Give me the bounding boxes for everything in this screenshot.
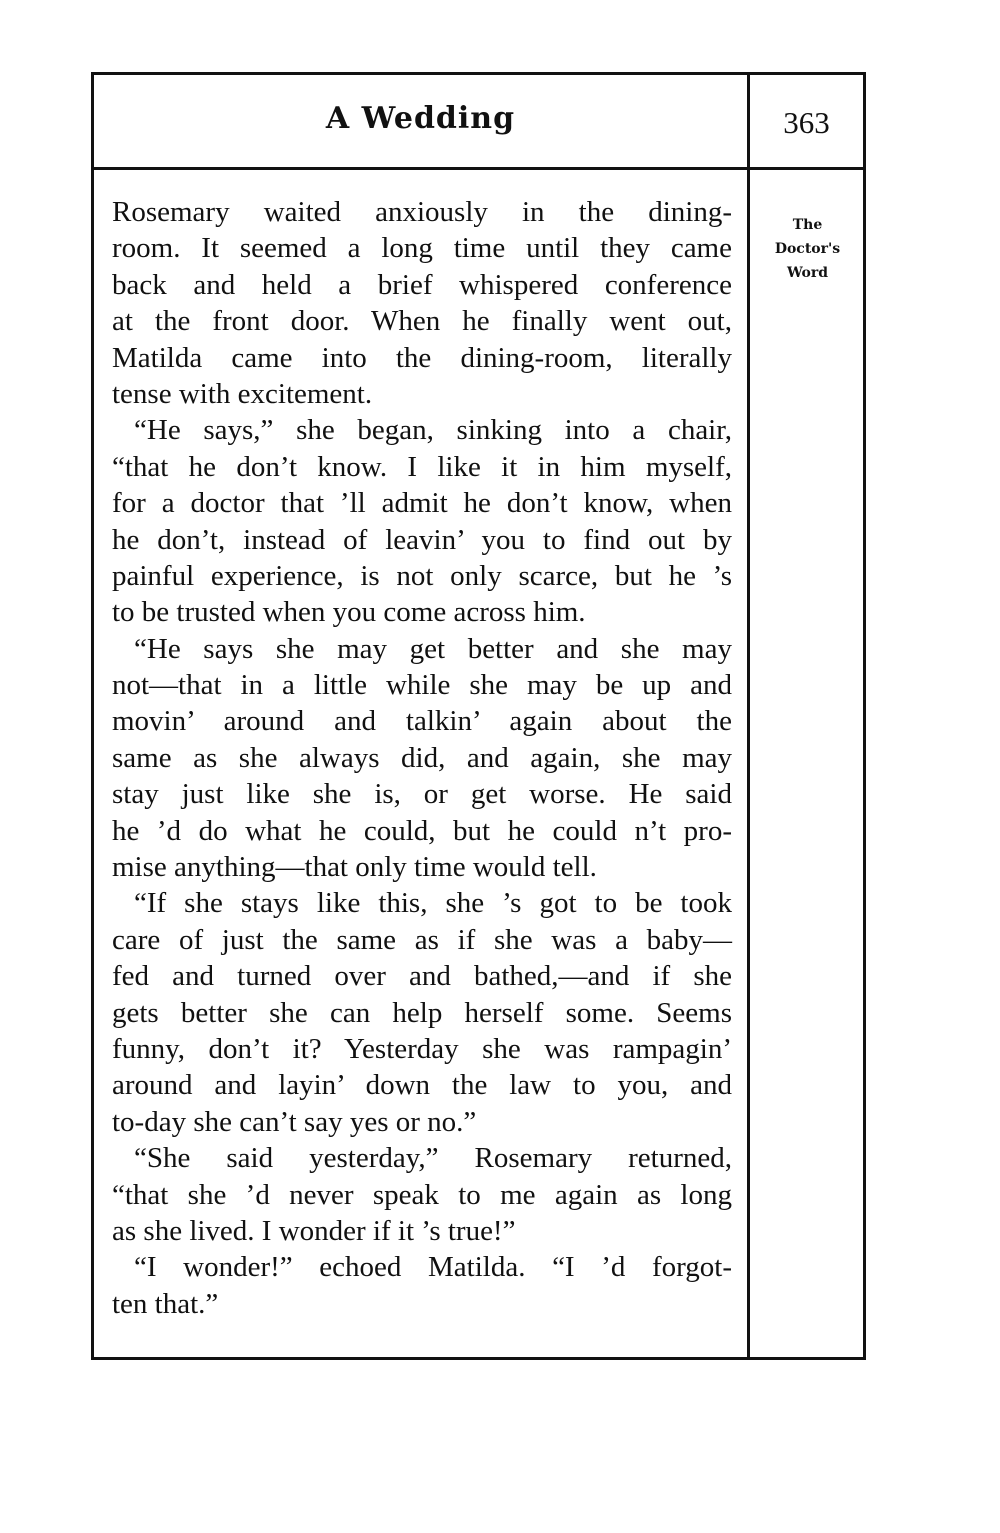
text-line: “He says she may get better and she may <box>134 632 732 665</box>
text-line: “He says,” she began, sinking into a chair, <box>134 414 732 447</box>
margin-note <box>754 213 861 285</box>
text-line: as she lived. I wonder if it ’s true!” <box>112 1214 516 1247</box>
text-line: room. It seemed a long time until they came <box>112 232 732 265</box>
margin-note-line: Doctor's <box>774 241 841 257</box>
text-line: same as she always did, and again, she may <box>112 741 732 774</box>
text-line: to-day she can’t say yes or no.” <box>112 1105 477 1138</box>
text-line: Rosemary waited anxiously in the dining- <box>112 196 732 228</box>
text-line: he don’t, instead of leavin’ you to find out by <box>112 523 732 556</box>
margin-column-rule <box>747 75 750 1357</box>
text-line: care of just the same as if she was a baby— <box>112 923 732 956</box>
text-line: “She said yesterday,” Rosemary returned, <box>134 1142 732 1175</box>
text-line: stay just like she is, or get worse. He said <box>112 778 732 811</box>
text-line: gets better she can help herself some. Seems <box>112 996 732 1029</box>
page-number: 363 <box>783 105 830 140</box>
text-line: funny, don’t it? Yesterday she was rampagin’ <box>112 1032 732 1065</box>
text-line: not—that in a little while she may be up and <box>112 669 732 702</box>
text-line: movin’ around and talkin’ again about the <box>112 705 732 738</box>
running-title: A Wedding <box>325 101 516 136</box>
text-line: mise anything—that only time would tell. <box>112 851 597 884</box>
text-line: Matilda came into the dining-room, literally <box>112 341 732 374</box>
text-line: painful experience, is not only scarce, but he ’s <box>112 559 732 592</box>
text-line: “If she stays like this, she ’s got to be took <box>134 887 732 920</box>
page-frame <box>91 72 866 1360</box>
text-line: ten that.” <box>112 1287 219 1320</box>
body-text <box>112 194 732 1322</box>
text-line: around and layin’ down the law to you, and <box>112 1069 732 1102</box>
text-line: tense with excitement. <box>112 377 373 410</box>
text-line: “I wonder!” echoed Matilda. “I ’d forgot- <box>134 1251 732 1284</box>
text-line: he ’d do what he could, but he could n’t pro- <box>112 814 732 847</box>
text-line: back and held a brief whispered conference <box>112 268 732 301</box>
margin-note-line: Word <box>786 265 829 281</box>
text-line: “that he don’t know. I like it in him myself, <box>112 450 732 483</box>
text-line: for a doctor that ’ll admit he don’t know, when <box>112 487 732 520</box>
text-line: fed and turned over and bathed,—and if she <box>112 960 732 993</box>
text-line: at the front door. When he finally went out, <box>112 305 732 338</box>
text-line: “that she ’d never speak to me again as long <box>112 1178 732 1211</box>
text-line: to be trusted when you come across him. <box>112 596 586 629</box>
margin-note-line: The <box>792 217 823 233</box>
